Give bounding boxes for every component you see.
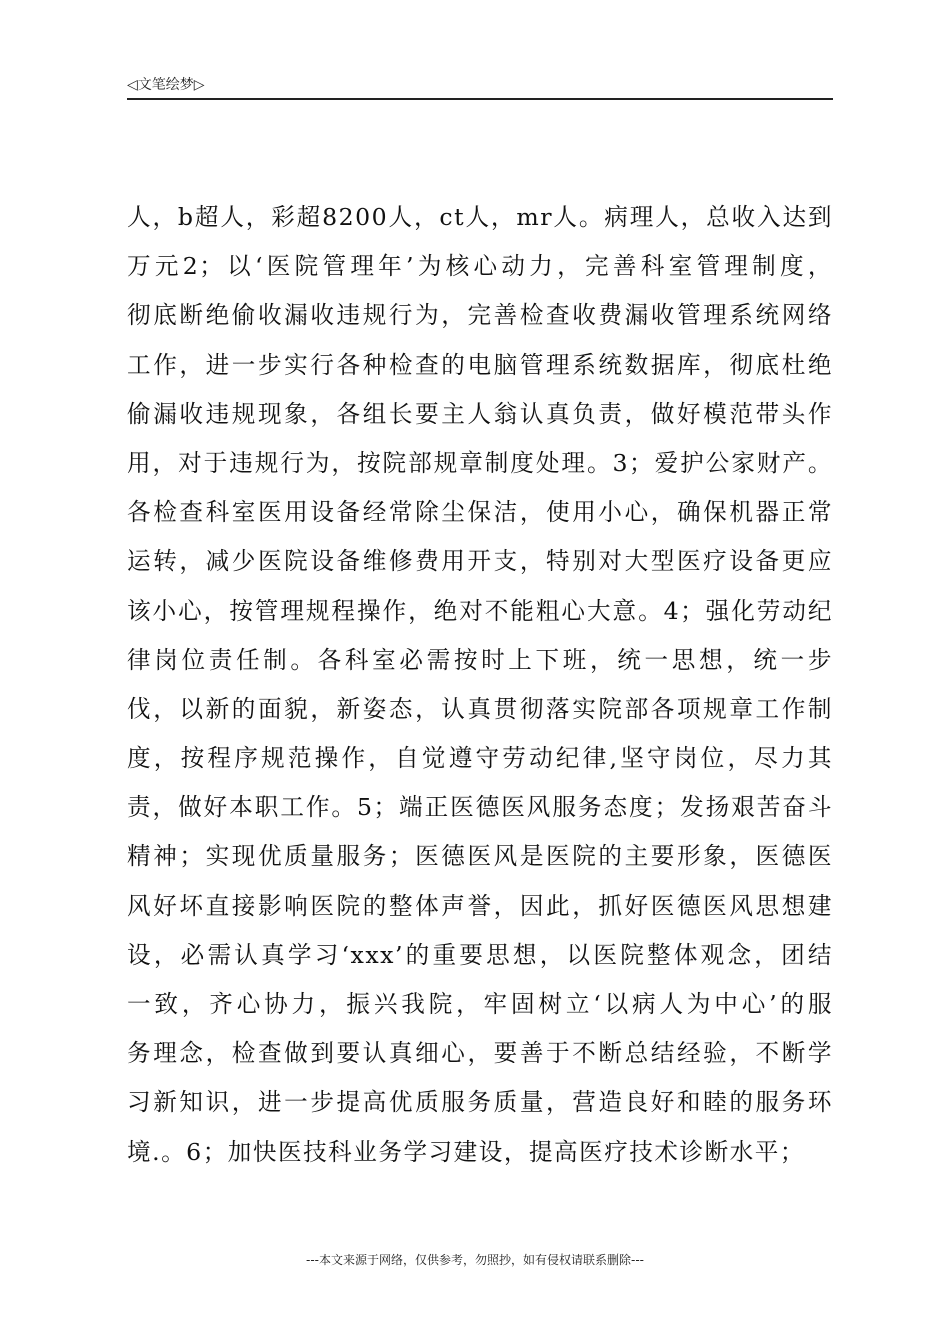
document-body bbox=[127, 193, 833, 1177]
body-line: 该小心，按管理规程操作，绝对不能粗心大意。4；强化劳动纪 bbox=[127, 596, 833, 625]
body-line: 境.。6；加快医技科业务学习建设，提高医疗技术诊断水平； bbox=[127, 1137, 805, 1166]
body-line: 风好坏直接影响医院的整体声誉，因此，抓好医德医风思想建 bbox=[127, 891, 833, 920]
body-line: 工作，进一步实行各种检查的电脑管理系统数据库，彻底杜绝 bbox=[127, 350, 833, 379]
body-line: 彻底断绝偷收漏收违规行为，完善检查收费漏收管理系统网络 bbox=[127, 301, 833, 330]
body-line: 万元2；以‘医院管理年’为核心动力，完善科室管理制度， bbox=[127, 252, 833, 281]
body-line: 律岗位责任制。各科室必需按时上下班，统一思想，统一步 bbox=[127, 645, 833, 674]
header-title: ◁文笔绘梦▷ bbox=[127, 77, 205, 93]
body-line: 偷漏收违规现象，各组长要主人翁认真负责，做好模范带头作 bbox=[127, 399, 833, 428]
body-line: 运转，减少医院设备维修费用开支，特别对大型医疗设备更应 bbox=[127, 547, 833, 576]
body-line: 设，必需认真学习‘xxx’的重要思想，以医院整体观念，团结 bbox=[127, 940, 833, 969]
body-line: 一致，齐心协力，振兴我院，牢固树立‘以病人为中心’的服 bbox=[127, 990, 833, 1018]
body-line: 伐，以新的面貌，新姿态，认真贯彻落实院部各项规章工作制 bbox=[127, 694, 833, 723]
page-header bbox=[127, 72, 833, 100]
body-line: 责，做好本职工作。5；端正医德医风服务态度；发扬艰苦奋斗 bbox=[127, 793, 833, 822]
body-line: 习新知识，进一步提高优质服务质量，营造良好和睦的服务环 bbox=[127, 1088, 833, 1117]
body-line: 精神；实现优质量服务；医德医风是医院的主要形象，医德医 bbox=[127, 842, 833, 871]
body-line: 务理念，检查做到要认真细心，要善于不断总结经验，不断学 bbox=[127, 1039, 833, 1068]
body-line: 度，按程序规范操作，自觉遵守劳动纪律,坚守岗位，尽力其 bbox=[127, 744, 833, 773]
page-footer: ---本文来源于网络，仅供参考，勿照抄，如有侵权请联系删除--- bbox=[306, 1253, 644, 1267]
body-line: 用，对于违规行为，按院部规章制度处理。3；爱护公家财产。 bbox=[127, 448, 833, 477]
body-line: 各检查科室医用设备经常除尘保洁，使用小心，确保机器正常 bbox=[127, 498, 833, 527]
body-line: 人，b超人，彩超8200人，ct人，mr人。病理人，总收入达到 bbox=[127, 203, 833, 231]
